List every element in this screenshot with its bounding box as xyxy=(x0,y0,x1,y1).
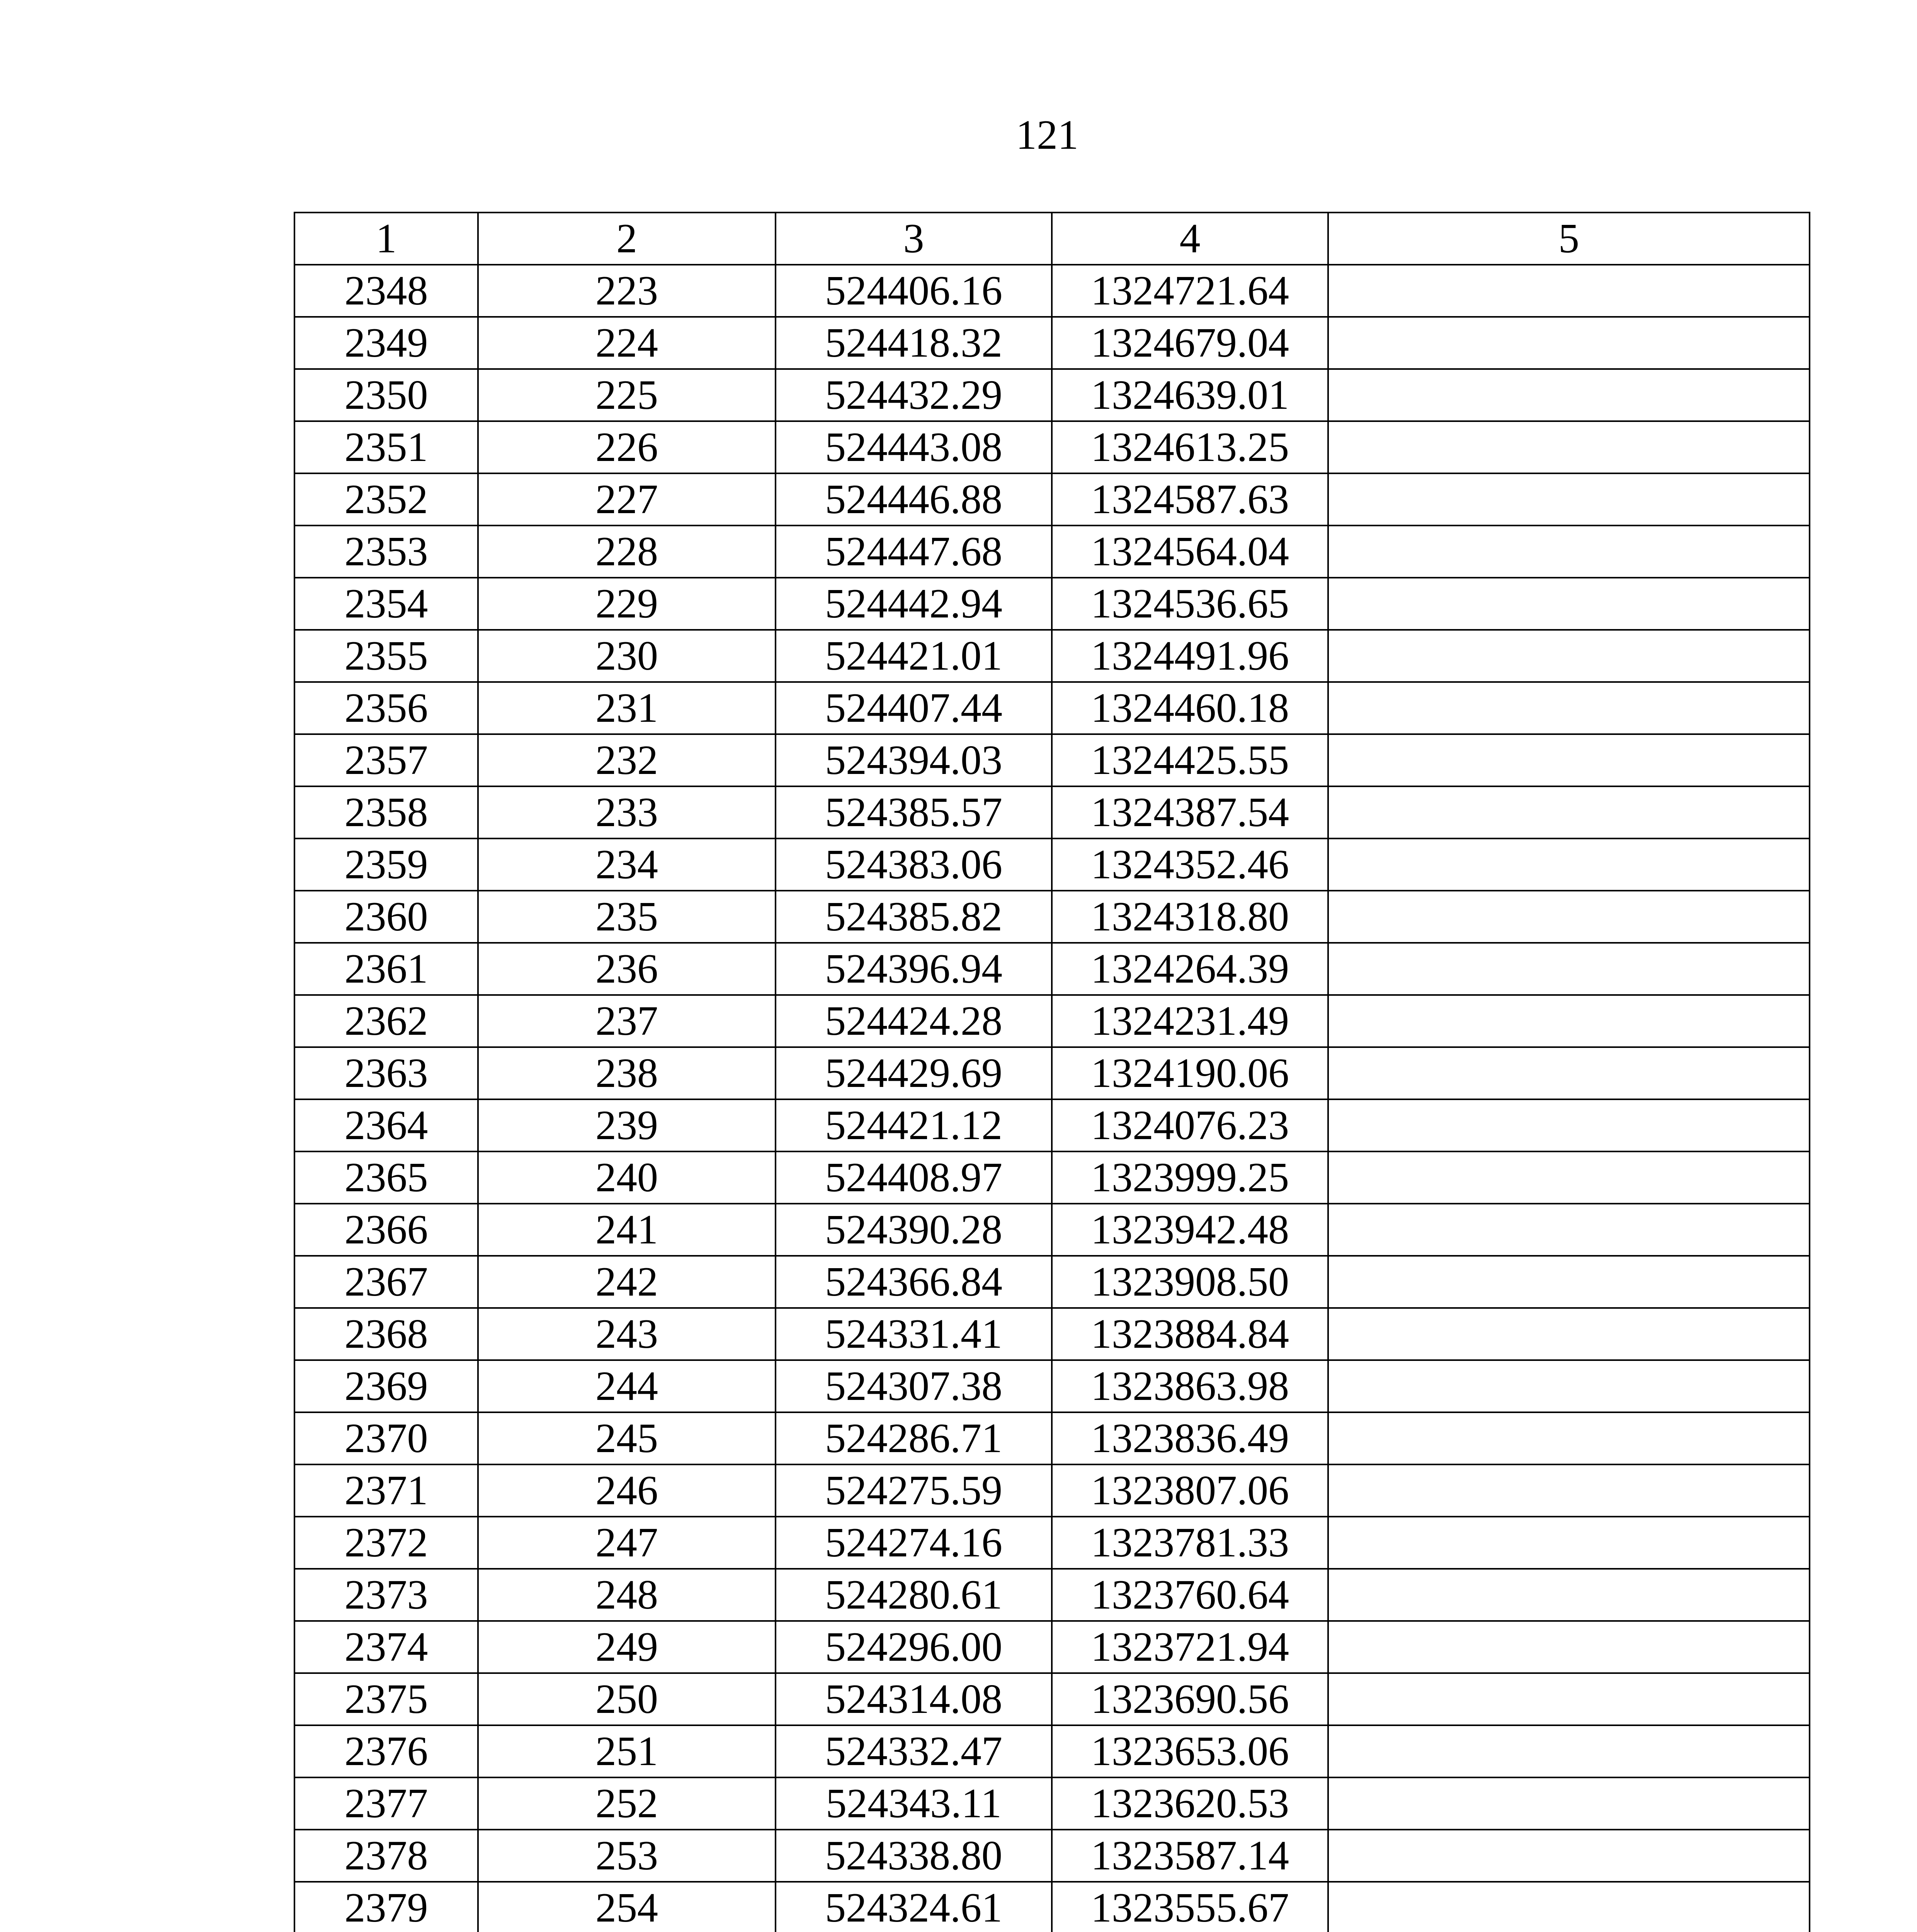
note-cell xyxy=(1328,1047,1810,1099)
y-coordinate-cell: 1324491.96 xyxy=(1052,630,1328,682)
table-row xyxy=(294,526,1810,578)
x-coordinate-cell: 524432.29 xyxy=(776,369,1052,421)
vertex-number-cell: 223 xyxy=(478,265,776,317)
x-coordinate-cell: 524424.28 xyxy=(776,995,1052,1047)
table-row xyxy=(294,1151,1810,1204)
x-coordinate-cell: 524275.59 xyxy=(776,1464,1052,1517)
y-coordinate-cell: 1324564.04 xyxy=(1052,526,1328,578)
x-coordinate-cell: 524383.06 xyxy=(776,838,1052,891)
table-row xyxy=(294,1569,1810,1621)
note-cell xyxy=(1328,1621,1810,1673)
table-row xyxy=(294,317,1810,369)
table-row xyxy=(294,265,1810,317)
vertex-number-cell: 247 xyxy=(478,1517,776,1569)
point-number-cell: 2359 xyxy=(294,838,478,891)
y-coordinate-cell: 1324190.06 xyxy=(1052,1047,1328,1099)
y-coordinate-cell: 1323555.67 xyxy=(1052,1882,1328,1932)
note-cell xyxy=(1328,995,1810,1047)
vertex-number-cell: 249 xyxy=(478,1621,776,1673)
vertex-number-cell: 239 xyxy=(478,1099,776,1151)
y-coordinate-cell: 1324231.49 xyxy=(1052,995,1328,1047)
point-number-cell: 2375 xyxy=(294,1673,478,1725)
table-row xyxy=(294,1621,1810,1673)
note-cell xyxy=(1328,317,1810,369)
table-row xyxy=(294,1204,1810,1256)
vertex-number-cell: 235 xyxy=(478,891,776,943)
vertex-number-cell: 254 xyxy=(478,1882,776,1932)
point-number-cell: 2364 xyxy=(294,1099,478,1151)
note-cell xyxy=(1328,1151,1810,1204)
vertex-number-cell: 234 xyxy=(478,838,776,891)
point-number-cell: 2365 xyxy=(294,1151,478,1204)
point-number-cell: 2357 xyxy=(294,734,478,786)
table-row xyxy=(294,369,1810,421)
note-cell xyxy=(1328,1256,1810,1308)
vertex-number-cell: 240 xyxy=(478,1151,776,1204)
point-number-cell: 2348 xyxy=(294,265,478,317)
y-coordinate-cell: 1324679.04 xyxy=(1052,317,1328,369)
x-coordinate-cell: 524396.94 xyxy=(776,943,1052,995)
table-row xyxy=(294,1882,1810,1932)
y-coordinate-cell: 1323908.50 xyxy=(1052,1256,1328,1308)
point-number-cell: 2351 xyxy=(294,421,478,473)
vertex-number-cell: 236 xyxy=(478,943,776,995)
table-row xyxy=(294,630,1810,682)
note-cell xyxy=(1328,421,1810,473)
vertex-number-cell: 226 xyxy=(478,421,776,473)
note-cell xyxy=(1328,1308,1810,1360)
table-row xyxy=(294,1517,1810,1569)
x-coordinate-cell: 524324.61 xyxy=(776,1882,1052,1932)
x-coordinate-cell: 524443.08 xyxy=(776,421,1052,473)
point-number-cell: 2353 xyxy=(294,526,478,578)
column-header-3: 3 xyxy=(776,213,1052,265)
table-row xyxy=(294,473,1810,526)
y-coordinate-cell: 1324387.54 xyxy=(1052,786,1328,838)
point-number-cell: 2366 xyxy=(294,1204,478,1256)
point-number-cell: 2371 xyxy=(294,1464,478,1517)
column-header-1: 1 xyxy=(294,213,478,265)
point-number-cell: 2362 xyxy=(294,995,478,1047)
point-number-cell: 2358 xyxy=(294,786,478,838)
note-cell xyxy=(1328,1725,1810,1777)
x-coordinate-cell: 524385.82 xyxy=(776,891,1052,943)
table-row xyxy=(294,1099,1810,1151)
table-body xyxy=(294,265,1810,1932)
note-cell xyxy=(1328,1099,1810,1151)
point-number-cell: 2360 xyxy=(294,891,478,943)
note-cell xyxy=(1328,682,1810,734)
y-coordinate-cell: 1323653.06 xyxy=(1052,1725,1328,1777)
vertex-number-cell: 252 xyxy=(478,1777,776,1830)
y-coordinate-cell: 1323836.49 xyxy=(1052,1412,1328,1464)
y-coordinate-cell: 1324264.39 xyxy=(1052,943,1328,995)
y-coordinate-cell: 1323884.84 xyxy=(1052,1308,1328,1360)
y-coordinate-cell: 1324639.01 xyxy=(1052,369,1328,421)
y-coordinate-cell: 1324721.64 xyxy=(1052,265,1328,317)
point-number-cell: 2369 xyxy=(294,1360,478,1412)
vertex-number-cell: 229 xyxy=(478,578,776,630)
note-cell xyxy=(1328,1569,1810,1621)
table-row xyxy=(294,421,1810,473)
note-cell xyxy=(1328,1882,1810,1932)
x-coordinate-cell: 524314.08 xyxy=(776,1673,1052,1725)
table-row xyxy=(294,1047,1810,1099)
y-coordinate-cell: 1324352.46 xyxy=(1052,838,1328,891)
note-cell xyxy=(1328,943,1810,995)
header-row xyxy=(294,213,1810,265)
table-row xyxy=(294,891,1810,943)
coordinates-table xyxy=(294,212,1810,1932)
y-coordinate-cell: 1323999.25 xyxy=(1052,1151,1328,1204)
table-row xyxy=(294,1256,1810,1308)
vertex-number-cell: 245 xyxy=(478,1412,776,1464)
x-coordinate-cell: 524385.57 xyxy=(776,786,1052,838)
x-coordinate-cell: 524366.84 xyxy=(776,1256,1052,1308)
vertex-number-cell: 248 xyxy=(478,1569,776,1621)
vertex-number-cell: 242 xyxy=(478,1256,776,1308)
vertex-number-cell: 231 xyxy=(478,682,776,734)
y-coordinate-cell: 1323620.53 xyxy=(1052,1777,1328,1830)
note-cell xyxy=(1328,838,1810,891)
note-cell xyxy=(1328,1464,1810,1517)
note-cell xyxy=(1328,1360,1810,1412)
note-cell xyxy=(1328,1777,1810,1830)
x-coordinate-cell: 524331.41 xyxy=(776,1308,1052,1360)
table-row xyxy=(294,1308,1810,1360)
x-coordinate-cell: 524307.38 xyxy=(776,1360,1052,1412)
vertex-number-cell: 225 xyxy=(478,369,776,421)
point-number-cell: 2377 xyxy=(294,1777,478,1830)
vertex-number-cell: 237 xyxy=(478,995,776,1047)
table-row xyxy=(294,1673,1810,1725)
y-coordinate-cell: 1324318.80 xyxy=(1052,891,1328,943)
vertex-number-cell: 228 xyxy=(478,526,776,578)
x-coordinate-cell: 524429.69 xyxy=(776,1047,1052,1099)
point-number-cell: 2363 xyxy=(294,1047,478,1099)
point-number-cell: 2367 xyxy=(294,1256,478,1308)
point-number-cell: 2376 xyxy=(294,1725,478,1777)
note-cell xyxy=(1328,1204,1810,1256)
point-number-cell: 2350 xyxy=(294,369,478,421)
note-cell xyxy=(1328,1673,1810,1725)
point-number-cell: 2355 xyxy=(294,630,478,682)
vertex-number-cell: 246 xyxy=(478,1464,776,1517)
x-coordinate-cell: 524274.16 xyxy=(776,1517,1052,1569)
column-header-4: 4 xyxy=(1052,213,1328,265)
note-cell xyxy=(1328,369,1810,421)
point-number-cell: 2374 xyxy=(294,1621,478,1673)
x-coordinate-cell: 524343.11 xyxy=(776,1777,1052,1830)
table-row xyxy=(294,1830,1810,1882)
vertex-number-cell: 250 xyxy=(478,1673,776,1725)
vertex-number-cell: 243 xyxy=(478,1308,776,1360)
table-row xyxy=(294,1412,1810,1464)
x-coordinate-cell: 524418.32 xyxy=(776,317,1052,369)
table-row xyxy=(294,734,1810,786)
column-header-5: 5 xyxy=(1328,213,1810,265)
note-cell xyxy=(1328,630,1810,682)
vertex-number-cell: 253 xyxy=(478,1830,776,1882)
x-coordinate-cell: 524390.28 xyxy=(776,1204,1052,1256)
x-coordinate-cell: 524408.97 xyxy=(776,1151,1052,1204)
y-coordinate-cell: 1323781.33 xyxy=(1052,1517,1328,1569)
table-row xyxy=(294,1725,1810,1777)
vertex-number-cell: 232 xyxy=(478,734,776,786)
x-coordinate-cell: 524332.47 xyxy=(776,1725,1052,1777)
table-row xyxy=(294,1360,1810,1412)
x-coordinate-cell: 524406.16 xyxy=(776,265,1052,317)
x-coordinate-cell: 524447.68 xyxy=(776,526,1052,578)
vertex-number-cell: 244 xyxy=(478,1360,776,1412)
y-coordinate-cell: 1324076.23 xyxy=(1052,1099,1328,1151)
x-coordinate-cell: 524442.94 xyxy=(776,578,1052,630)
vertex-number-cell: 227 xyxy=(478,473,776,526)
y-coordinate-cell: 1323760.64 xyxy=(1052,1569,1328,1621)
x-coordinate-cell: 524286.71 xyxy=(776,1412,1052,1464)
vertex-number-cell: 251 xyxy=(478,1725,776,1777)
point-number-cell: 2349 xyxy=(294,317,478,369)
table-header xyxy=(294,213,1810,265)
vertex-number-cell: 233 xyxy=(478,786,776,838)
y-coordinate-cell: 1323863.98 xyxy=(1052,1360,1328,1412)
table-row xyxy=(294,786,1810,838)
x-coordinate-cell: 524338.80 xyxy=(776,1830,1052,1882)
y-coordinate-cell: 1324425.55 xyxy=(1052,734,1328,786)
x-coordinate-cell: 524280.61 xyxy=(776,1569,1052,1621)
table-row xyxy=(294,682,1810,734)
column-header-2: 2 xyxy=(478,213,776,265)
x-coordinate-cell: 524394.03 xyxy=(776,734,1052,786)
page-number: 121 xyxy=(1016,112,1078,158)
point-number-cell: 2378 xyxy=(294,1830,478,1882)
x-coordinate-cell: 524421.01 xyxy=(776,630,1052,682)
point-number-cell: 2373 xyxy=(294,1569,478,1621)
y-coordinate-cell: 1323942.48 xyxy=(1052,1204,1328,1256)
x-coordinate-cell: 524421.12 xyxy=(776,1099,1052,1151)
y-coordinate-cell: 1324460.18 xyxy=(1052,682,1328,734)
note-cell xyxy=(1328,1412,1810,1464)
note-cell xyxy=(1328,1830,1810,1882)
x-coordinate-cell: 524407.44 xyxy=(776,682,1052,734)
y-coordinate-cell: 1323690.56 xyxy=(1052,1673,1328,1725)
x-coordinate-cell: 524446.88 xyxy=(776,473,1052,526)
note-cell xyxy=(1328,891,1810,943)
table-row xyxy=(294,578,1810,630)
point-number-cell: 2352 xyxy=(294,473,478,526)
point-number-cell: 2361 xyxy=(294,943,478,995)
table-row xyxy=(294,838,1810,891)
vertex-number-cell: 238 xyxy=(478,1047,776,1099)
point-number-cell: 2368 xyxy=(294,1308,478,1360)
point-number-cell: 2370 xyxy=(294,1412,478,1464)
table-row xyxy=(294,1464,1810,1517)
point-number-cell: 2372 xyxy=(294,1517,478,1569)
vertex-number-cell: 224 xyxy=(478,317,776,369)
vertex-number-cell: 230 xyxy=(478,630,776,682)
point-number-cell: 2356 xyxy=(294,682,478,734)
y-coordinate-cell: 1324587.63 xyxy=(1052,473,1328,526)
y-coordinate-cell: 1324536.65 xyxy=(1052,578,1328,630)
table-row xyxy=(294,1777,1810,1830)
vertex-number-cell: 241 xyxy=(478,1204,776,1256)
point-number-cell: 2379 xyxy=(294,1882,478,1932)
y-coordinate-cell: 1323807.06 xyxy=(1052,1464,1328,1517)
note-cell xyxy=(1328,265,1810,317)
y-coordinate-cell: 1323721.94 xyxy=(1052,1621,1328,1673)
table-row xyxy=(294,943,1810,995)
x-coordinate-cell: 524296.00 xyxy=(776,1621,1052,1673)
note-cell xyxy=(1328,526,1810,578)
note-cell xyxy=(1328,734,1810,786)
y-coordinate-cell: 1324613.25 xyxy=(1052,421,1328,473)
note-cell xyxy=(1328,786,1810,838)
point-number-cell: 2354 xyxy=(294,578,478,630)
note-cell xyxy=(1328,1517,1810,1569)
table-row xyxy=(294,995,1810,1047)
note-cell xyxy=(1328,578,1810,630)
y-coordinate-cell: 1323587.14 xyxy=(1052,1830,1328,1882)
note-cell xyxy=(1328,473,1810,526)
